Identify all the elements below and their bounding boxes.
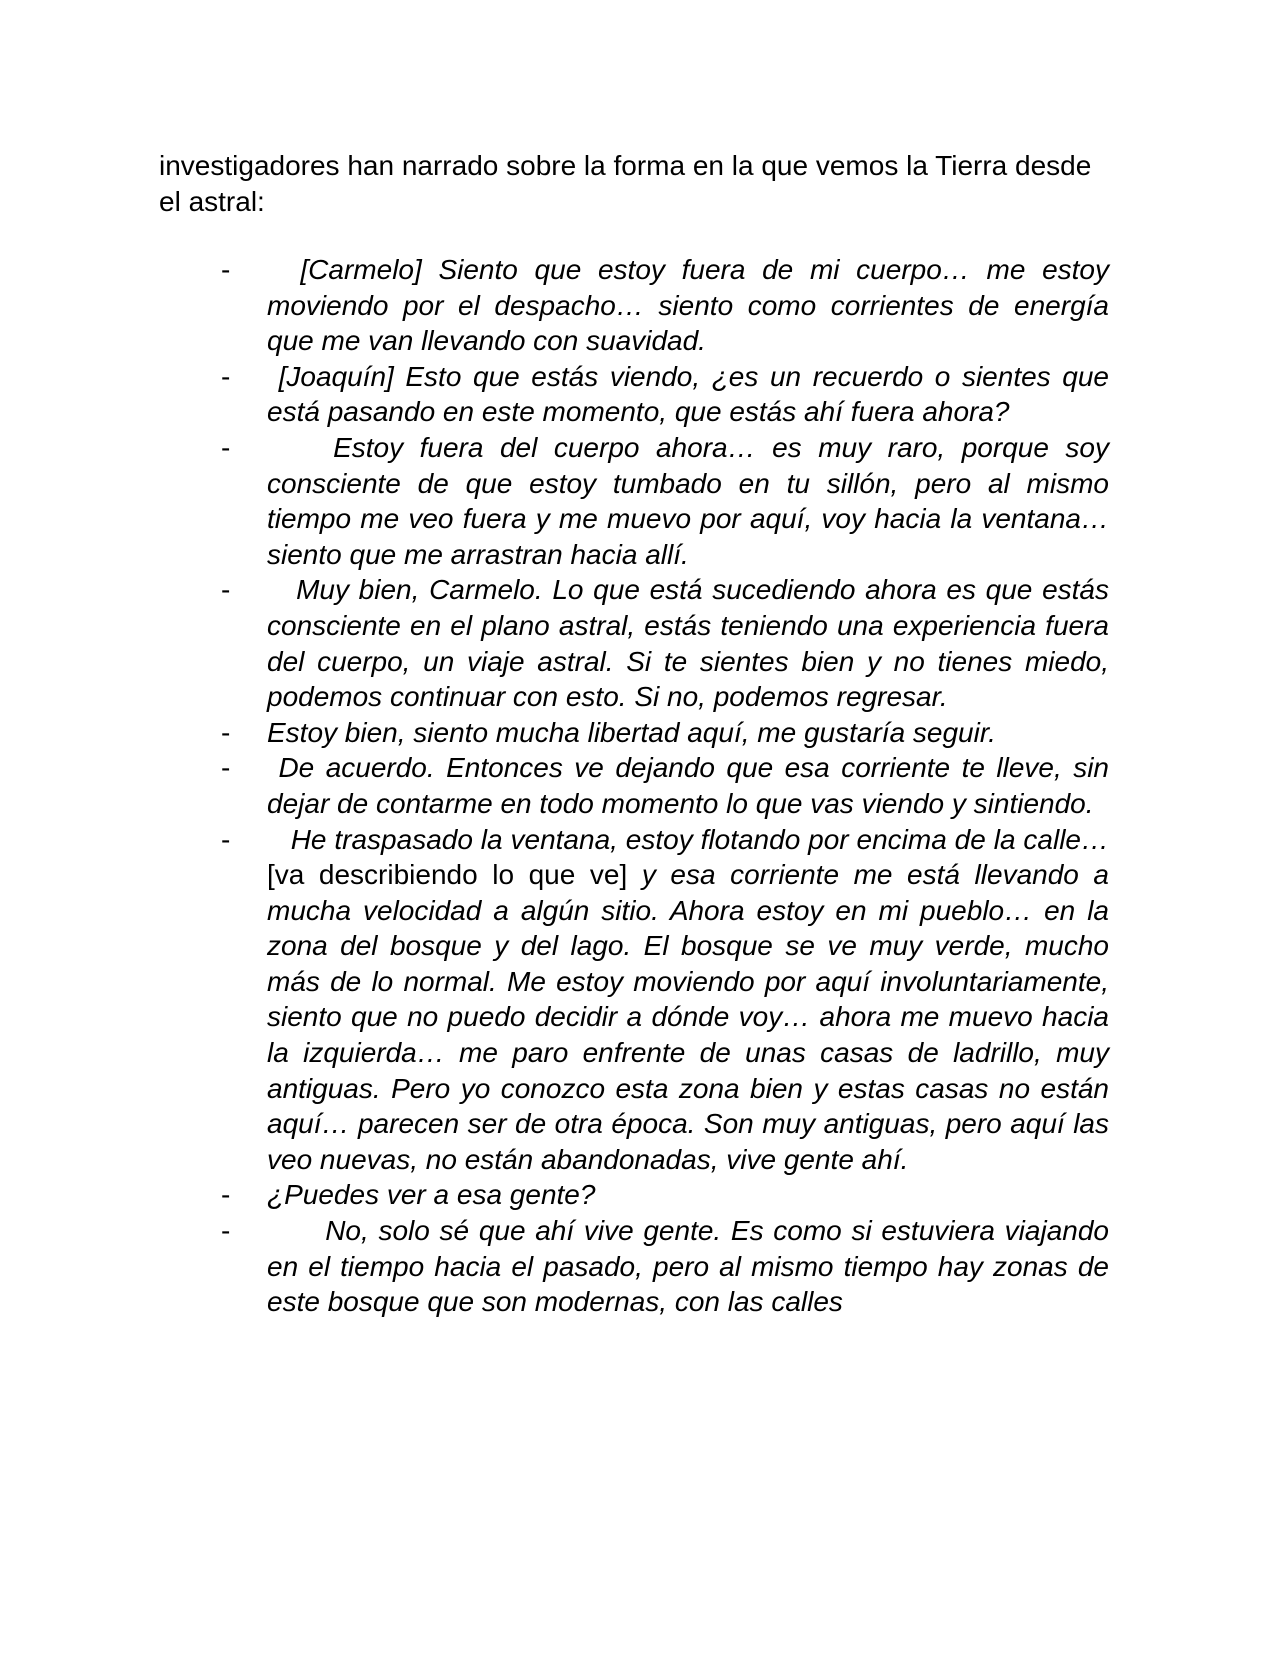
dialogue-text: [Carmelo] Siento que estoy fuera de mi cuerpo… me estoy moviendo por el despacho… siento como corrientes de energía que me van llevando con suavidad. bbox=[267, 254, 1117, 357]
dialogue-text: Estoy bien, siento mucha libertad aquí, me gustaría seguir. bbox=[267, 716, 996, 748]
list-dash: - bbox=[221, 254, 231, 285]
dialogue-text: y esa corriente me está llevando a mucha velocidad a algún sitio. Ahora estoy en mi pueblo… en la zona del bosque y del lago. El bosque se ve muy verde, mucho más de lo normal. Me estoy moviendo por aquí involuntariamente, siento que no puedo decidir a dónde voy… ahora me muevo hacia la izquierda… me paro enfrente de unas casas de ladrillo, muy antiguas. Pero yo conozco esta zona bien y estas casas no están aquí… parecen ser de otra época. Son muy antiguas, pero aquí las veo nuevas, no están abandonadas, vive gente ahí. bbox=[267, 859, 1109, 1175]
dialogue-text: Muy bien, Carmelo. Lo que está sucediendo ahora es que estás consciente en el plano astral, estás teniendo una experiencia fuera del cuerpo, un viaje astral. Si te sientes bien y no tienes miedo, podemos continuar con esto. Si no, podemos regresar. bbox=[267, 574, 1117, 713]
dialogue-item bbox=[159, 822, 1117, 1178]
dialogue-text: He traspasado la ventana, estoy flotando por encima de la calle… bbox=[267, 823, 1117, 855]
dialogue-text: No, solo sé que ahí vive gente. Es como si estuviera viajando en el tiempo hacia el pasado, pero al mismo tiempo hay zonas de este bosque que son modernas, con las calles bbox=[267, 1215, 1117, 1318]
dialogue-item bbox=[159, 572, 1117, 714]
dialogue-item bbox=[159, 252, 1117, 359]
list-dash: - bbox=[221, 1215, 231, 1247]
list-dash: - bbox=[221, 360, 231, 392]
dialogue-item bbox=[159, 1177, 1109, 1213]
dialogue-item bbox=[159, 359, 1117, 430]
dialogue-item bbox=[159, 715, 1109, 751]
list-dash: - bbox=[221, 574, 231, 606]
dialogue-text: [Joaquín] Esto que estás viendo, ¿es un recuerdo o sientes que está pasando en este momento, que estás ahí fuera ahora? bbox=[267, 360, 1117, 428]
list-dash: - bbox=[221, 431, 231, 463]
list-dash: - bbox=[221, 1179, 231, 1211]
list-dash: - bbox=[221, 823, 231, 855]
list-dash: - bbox=[221, 716, 231, 748]
dialogue-item bbox=[159, 750, 1117, 821]
dialogue-text: ¿Puedes ver a esa gente? bbox=[267, 1179, 596, 1211]
list-dash: - bbox=[221, 752, 231, 784]
dialogue-item bbox=[159, 430, 1117, 572]
stage-direction: [va describiendo lo que ve] bbox=[267, 859, 628, 891]
dialogue-text: Estoy fuera del cuerpo ahora… es muy raro, porque soy consciente de que estoy tumbado en tu sillón, pero al mismo tiempo me veo fuera y me muevo por aquí, voy hacia la ventana… siento que me arrastran hacia allí. bbox=[267, 431, 1117, 570]
dialogue-list bbox=[159, 252, 1117, 1320]
dialogue-text: De acuerdo. Entonces ve dejando que esa corriente te lleve, sin dejar de contarme en todo momento lo que vas viendo y sintiendo. bbox=[267, 752, 1117, 819]
intro-paragraph: investigadores han narrado sobre la forma en la que vemos la Tierra desde el astral: bbox=[159, 150, 1092, 217]
dialogue-item bbox=[159, 1213, 1117, 1320]
